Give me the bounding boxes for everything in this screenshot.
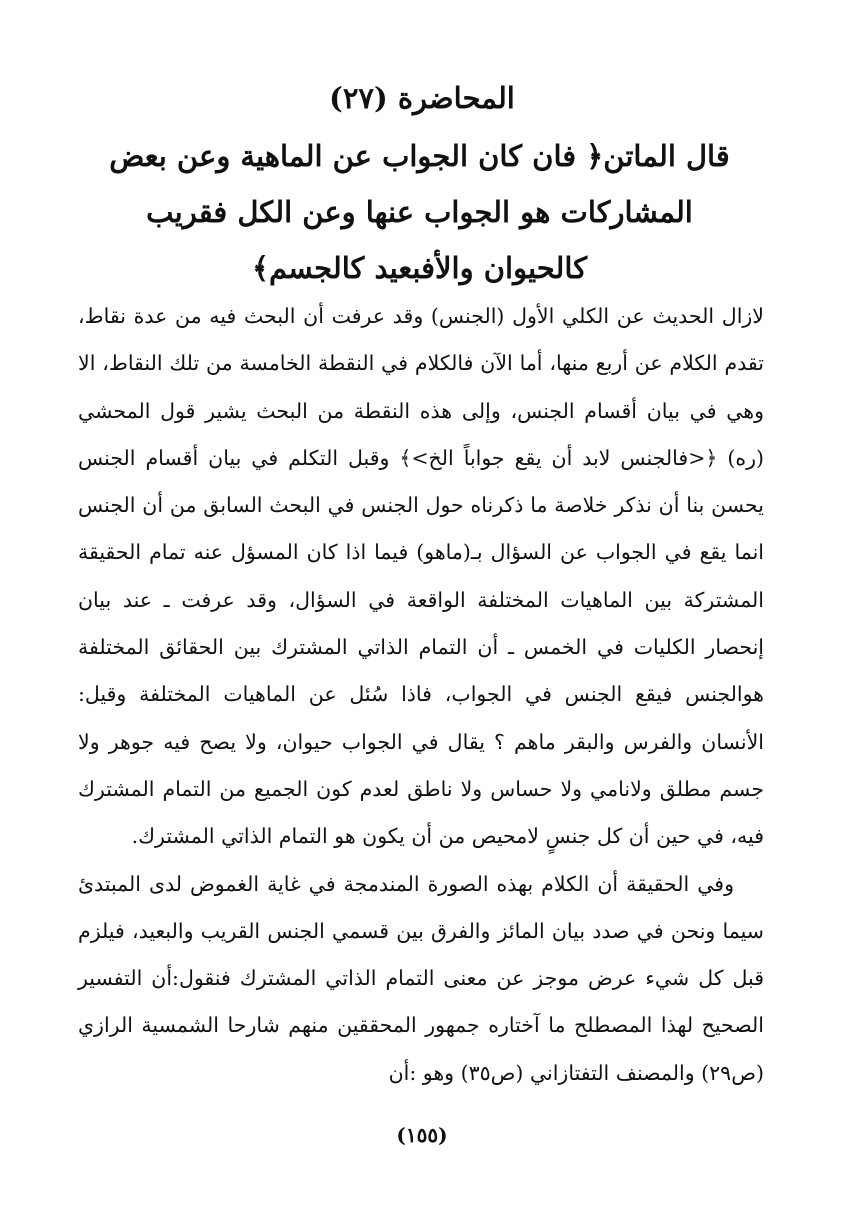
lecture-title: المحاضرة (٢٧): [329, 81, 515, 115]
page-number: (١٥٥): [396, 1123, 448, 1147]
body-text: [78, 293, 764, 1097]
matn-quote: قال الماتن﴿ فان كان الجواب عن الماهية وعن بعض المشاركات هو الجواب عنها وعن الكل فقريب كالحيوان والأفبعيد كالجسم﴾: [109, 139, 730, 285]
paragraph: وفي الحقيقة أن الكلام بهذه الصورة المندمجة في غاية الغموض لدى المبتدئ سيما ونحن في صدد بيان المائز والفرق بين قسمي الجنس القريب والبعيد، فيلزم قبل كل شيء عرض موجز عن معنى التمام الذاتي المشترك فنقول:أن التفسير الصحيح لهذا المصطلح ما آختاره جمهور المحققين منهم شارحا الشمسية الرازي (ص٢٩) والمصنف التفتازاني (ص٣٥) وهو :أن: [78, 871, 764, 1085]
paragraph: لازال الحديث عن الكلي الأول (الجنس) وقد عرفت أن البحث فيه من عدة نقاط، تقدم الكلام عن أربع منها، أما الآن فالكلام في النقطة الخامسة من تلك النقاط، الا وهي في بيان أقسام الجنس، وإلى هذه النقطة من البحث يشير قول المحشي (ره) ﴿<فالجنس لابد أن يقع جواباً الخ>﴾ وقبل التكلم في بيان أقسام الجنس يحسن بنا أن نذكر خلاصة ما ذكرناه حول الجنس في البحث السابق من أن الجنس انما يقع في الجواب عن السؤال بـ(ماهو) فيما اذا كان المسؤل عنه تمام الحقيقة المشتركة بين الماهيات المختلفة الواقعة في السؤال، وقد عرفت ـ عند بيان إنحصار الكليات في الخمس ـ أن التمام الذاتي المشترك بين الحقائق المختلفة هوالجنس فيقع الجنس في الجواب، فاذا سُئل عن الماهيات المختلفة وقيل: الأنسان والفرس والبقر ماهم ؟ يقال في الجواب حيوان، ولا يصح فيه جوهر ولا جسم مطلق ولانامي ولا حساس ولا ناطق لعدم كون الجميع من التمام المشترك فيه، في حين أن كل جنسٍ لامحيص من أن يكون هو التمام الذاتي المشترك.: [78, 304, 764, 849]
